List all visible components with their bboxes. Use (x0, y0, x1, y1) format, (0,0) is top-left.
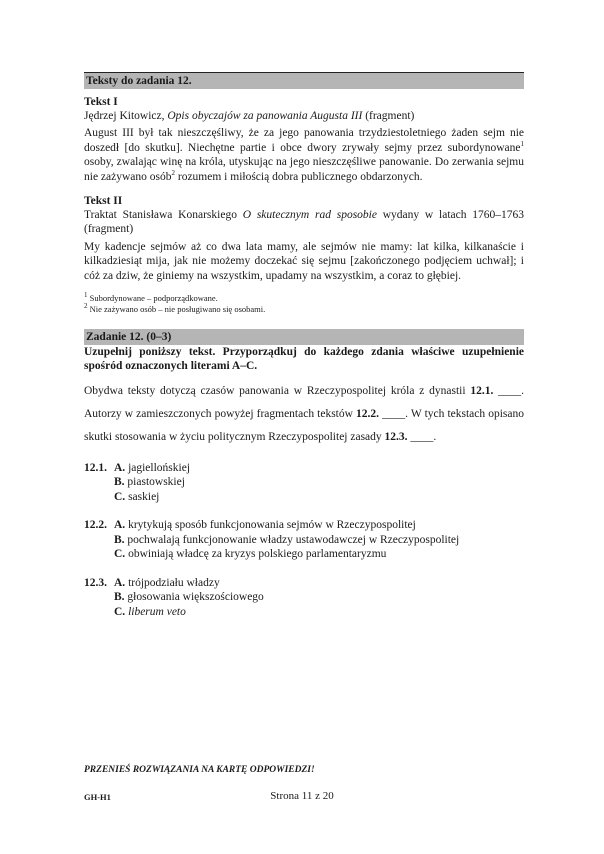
option-row: B. piastowskiej (114, 476, 185, 489)
option-row: 12.1. A. jagiellońskiej (84, 461, 191, 474)
footnote-2: $^2$ Nie zażywano osób – nie posługiwano się osobami. (84, 302, 266, 315)
option-group-12-1 (84, 461, 524, 505)
option-row: B. pochwalają funkcjonowanie władzy ustawodawczej w Rzeczypospolitej (114, 533, 460, 546)
option-row: C. liberum veto (114, 605, 186, 618)
task-instruction: Uzupełnij poniższy tekst. Przyporządkuj do każdego zdania właściwe uzupełnienie spośród oznaczonych literami A–C. (84, 346, 524, 373)
exam-page (84, 72, 524, 619)
footnote-1: $^1$ Subordynowane – podporządkowane. (84, 291, 218, 304)
option-row: 12.2. A. krytykują sposób funkcjonowania sejmów w Rzeczypospolitej (84, 519, 416, 532)
option-row: C. saskiej (114, 490, 160, 503)
text2-body: My kadencje sejmów aż co dwa lata mamy, ale sejmów nie mamy: lat kilka, kilkanaście i kilkadziesiąt mija, jak nie możemy doczekać się sejmu [zakończonego podjęciem uchwał]; i cóż za dziw, że giniemy na wszystkim, upadamy na wszystkim, a coraz to głębiej. (84, 240, 524, 282)
transfer-answers-note: PRZENIEŚ ROZWIĄZANIA NA KARTĘ ODPOWIEDZI! (84, 765, 315, 775)
option-row: B. głosowania większościowego (114, 591, 264, 604)
task-text: Obydwa teksty dotyczą czasów panowania w Rzeczypospolitej króla z dynastii 12.1. ____. Autorzy w zamieszczonych powyżej fragmentach tekstów 12.2. ____. W tych tekstach opisano skutki stosowania w życiu politycznym Rzeczypospolitej zasady 12.3. ____. (84, 384, 525, 443)
section-header: Teksty do zadania 12. (84, 72, 524, 89)
text1-title: Tekst I (84, 96, 118, 108)
text1-body: August III był tak nieszczęśliwy, że za jego panowania trzydziestoletniego żaden sejm nie doszedł [do skutku]. Niechętne partie i obce dwory zrywały sejmy przez subordynowane$^1$ osoby, zwalając winę na króla, utyskując na jego nieszczęśliwe panowanie. Do zerwania sejmu nie zażywano osób$^2$ rozumem i miłością dobra publicznego obdarzonych. (84, 127, 524, 183)
exam-code: GH-H1 (84, 792, 111, 802)
text2-source: Traktat Stanisława Konarskiego O skutecznym rad sposobie wydany w latach 1760–1763 (fragment) (84, 209, 524, 236)
option-row: C. obwiniają władcę za kryzys polskiego parlamentaryzmu (114, 548, 387, 561)
option-row: 12.3. A. trójpodziału władzy (84, 576, 220, 589)
task-header: Zadanie 12. (0–3) (84, 329, 524, 345)
option-group-12-2 (84, 518, 524, 562)
text2-title: Tekst II (84, 195, 123, 208)
option-group-12-3 (84, 576, 524, 620)
text1-source: Jędrzej Kitowicz, Opis obyczajów za panowania Augusta III (fragment) (84, 110, 415, 122)
page-number: Strona 11 z 20 (270, 790, 334, 802)
